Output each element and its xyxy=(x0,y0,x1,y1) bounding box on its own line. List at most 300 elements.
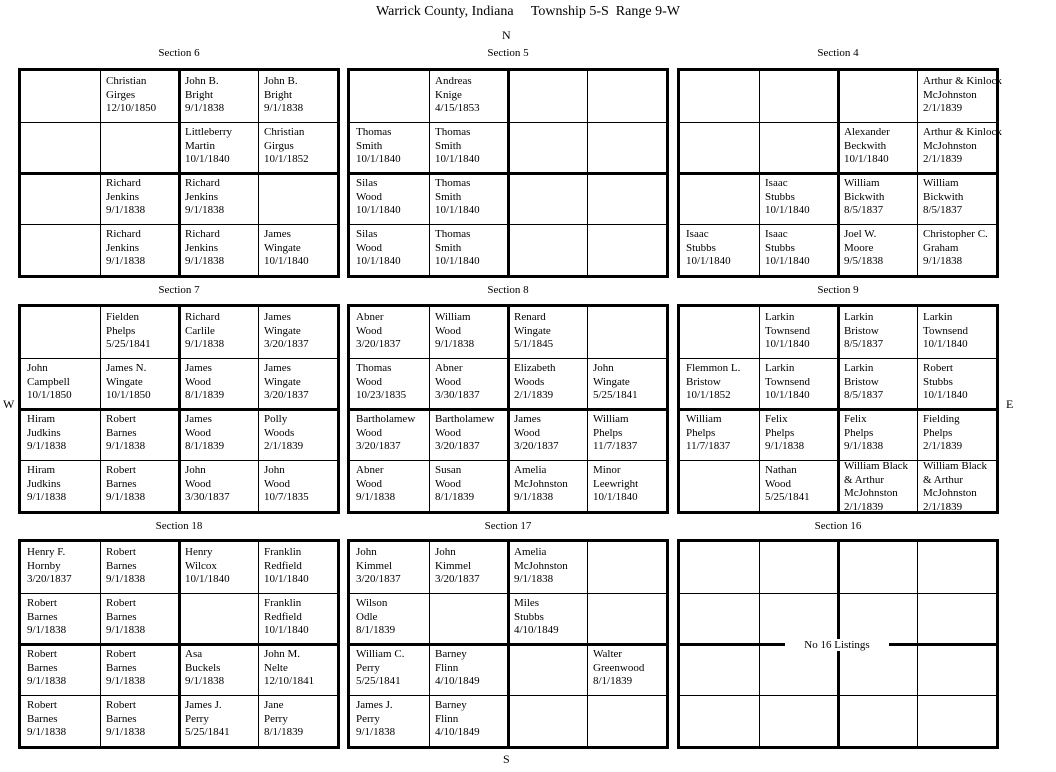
section-title: Section 17 xyxy=(484,520,532,532)
entry-name-line: Barnes xyxy=(27,712,58,725)
parcel-cell xyxy=(680,71,761,124)
land-entry xyxy=(435,177,480,218)
entry-name-line: Moore xyxy=(844,241,874,254)
land-entry xyxy=(844,177,884,218)
land-entry xyxy=(185,228,224,269)
entry-name-line: William xyxy=(593,413,629,425)
land-entry xyxy=(435,699,480,740)
entry-name-line: Robert xyxy=(923,362,953,374)
entry-name-line: James xyxy=(264,311,291,323)
entry-name-line: Barney xyxy=(435,699,467,711)
land-entry xyxy=(356,546,401,587)
parcel-cell xyxy=(759,542,840,595)
parcel-cell xyxy=(350,542,431,595)
land-entry xyxy=(185,699,230,740)
entry-date: 5/25/1841 xyxy=(356,675,401,687)
entry-date: 9/1/1838 xyxy=(27,491,67,503)
entry-date: 9/1/1838 xyxy=(923,255,963,267)
entry-name-line: Barnes xyxy=(106,712,137,725)
entry-date: 10/1/1840 xyxy=(185,573,230,585)
entry-name-line: Walter xyxy=(593,648,623,660)
parcel-cell xyxy=(21,593,102,646)
entry-date: 9/1/1838 xyxy=(514,573,554,585)
parcel-cell xyxy=(508,542,589,595)
land-entry xyxy=(356,413,415,454)
page-title: Warrick County, Indiana Township 5-S Range 9-W xyxy=(376,4,680,19)
entry-name-line: Wilcox xyxy=(185,559,217,572)
land-entry xyxy=(264,464,309,505)
parcel-cell xyxy=(258,224,339,277)
entry-name-line: Bristow xyxy=(844,375,879,388)
land-entry xyxy=(27,546,72,587)
entry-name-line: Littleberry xyxy=(185,126,233,138)
entry-name-line: Townsend xyxy=(923,324,969,337)
land-entry xyxy=(435,126,480,167)
entry-date: 9/1/1838 xyxy=(514,491,554,503)
parcel-cell xyxy=(508,122,589,175)
parcel-cell xyxy=(917,173,998,226)
entry-date: 5/25/1841 xyxy=(106,338,151,350)
parcel-cell xyxy=(917,695,998,748)
land-entry xyxy=(923,228,988,269)
entry-name-line: Felix xyxy=(765,413,788,425)
entry-name-line: Wood xyxy=(356,477,383,490)
entry-name-line: Richard xyxy=(185,177,220,189)
parcel-cell xyxy=(100,307,181,360)
land-entry xyxy=(923,362,968,403)
entry-date: 3/20/1837 xyxy=(356,338,401,350)
entry-name-line: Felix xyxy=(844,413,867,425)
land-entry xyxy=(844,228,883,269)
land-entry xyxy=(27,648,66,689)
land-entry xyxy=(106,177,145,218)
land-entry xyxy=(765,464,810,505)
entry-name-line: Arthur & Kinlock xyxy=(923,75,1002,87)
parcel-cell xyxy=(587,224,668,277)
entry-name-line: Silas xyxy=(356,228,378,240)
land-entry xyxy=(514,546,568,587)
land-entry xyxy=(923,311,968,352)
parcel-cell xyxy=(179,460,260,513)
parcel-cell xyxy=(100,593,181,646)
land-entry xyxy=(264,699,303,740)
parcel-cell xyxy=(258,409,339,462)
entry-name-line: McJohnston xyxy=(844,487,898,499)
entry-name-line: Richard xyxy=(106,177,141,189)
land-entry xyxy=(264,546,309,587)
entry-date: 9/1/1838 xyxy=(765,440,805,452)
entry-date: 9/1/1838 xyxy=(106,624,146,636)
parcel-cell xyxy=(759,224,840,277)
section-title: Section 8 xyxy=(487,284,529,296)
section-grid xyxy=(18,304,340,514)
entry-name-line: Barnes xyxy=(106,610,137,623)
entry-name-line: James J. xyxy=(356,699,393,711)
entry-date: 9/1/1838 xyxy=(435,338,475,350)
land-entry xyxy=(844,126,890,167)
parcel-cell xyxy=(759,409,840,462)
entry-name-line: Henry F. xyxy=(27,546,66,558)
entry-date: 2/1/1839 xyxy=(264,440,304,452)
entry-name-line: & Arthur xyxy=(844,473,885,486)
land-entry xyxy=(356,126,401,167)
entry-name-line: Redfield xyxy=(264,610,302,623)
entry-name-line: James xyxy=(185,362,212,374)
entry-name-line: Robert xyxy=(106,648,136,660)
land-entry xyxy=(923,177,963,218)
entry-name-line: Phelps xyxy=(106,324,136,337)
entry-date: 9/1/1838 xyxy=(185,338,225,350)
entry-name-line: Beckwith xyxy=(844,139,887,152)
land-entry xyxy=(264,597,309,638)
entry-date: 9/1/1838 xyxy=(185,204,225,216)
entry-date: 11/7/1837 xyxy=(593,440,638,452)
parcel-cell xyxy=(680,409,761,462)
entry-date: 3/20/1837 xyxy=(356,440,401,452)
land-entry xyxy=(844,362,883,403)
entry-date: 9/1/1838 xyxy=(106,675,146,687)
entry-name-line: Wood xyxy=(435,477,462,490)
parcel-cell xyxy=(680,173,761,226)
parcel-cell xyxy=(759,593,840,646)
entry-name-line: Bickwith xyxy=(923,190,964,203)
parcel-cell xyxy=(587,593,668,646)
entry-name-line: Stubbs xyxy=(765,190,795,203)
entry-name-line: Renard xyxy=(514,311,546,323)
parcel-cell xyxy=(587,307,668,360)
land-entry xyxy=(356,311,401,352)
entry-name-line: Bristow xyxy=(686,375,721,388)
entry-name-line: Christian xyxy=(264,126,305,138)
entry-date: 9/1/1838 xyxy=(264,102,304,114)
land-entry xyxy=(923,75,1002,116)
entry-name-line: Wingate xyxy=(264,324,301,337)
entry-name-line: Thomas xyxy=(435,126,471,138)
parcel-cell xyxy=(21,695,102,748)
land-entry xyxy=(514,311,553,352)
entry-name-line: Joel W. xyxy=(844,228,877,240)
entry-date: 9/1/1838 xyxy=(844,440,884,452)
entry-name-line: Robert xyxy=(106,597,136,609)
entry-name-line: Buckels xyxy=(185,661,221,674)
entry-name-line: John xyxy=(593,362,614,374)
entry-date: 8/1/1839 xyxy=(264,726,304,738)
entry-name-line: Robert xyxy=(27,699,57,711)
land-entry xyxy=(264,362,309,403)
parcel-cell xyxy=(917,460,998,513)
entry-date: 9/1/1838 xyxy=(27,675,67,687)
land-entry xyxy=(185,362,224,403)
entry-name-line: Hiram xyxy=(27,464,56,476)
land-entry xyxy=(356,699,395,740)
entry-name-line: Robert xyxy=(106,546,136,558)
entry-name-line: Thomas xyxy=(435,228,471,240)
parcel-cell xyxy=(508,593,589,646)
entry-name-line: Thomas xyxy=(435,177,471,189)
entry-name-line: Nathan xyxy=(765,464,797,476)
entry-name-line: Hiram xyxy=(27,413,56,425)
entry-date: 8/5/1837 xyxy=(923,204,963,216)
entry-date: 9/1/1838 xyxy=(106,726,146,738)
parcel-cell xyxy=(429,224,510,277)
entry-name-line: Wilson xyxy=(356,597,388,609)
land-entry xyxy=(435,648,480,689)
entry-name-line: William xyxy=(435,311,471,323)
parcel-cell xyxy=(508,71,589,124)
parcel-cell xyxy=(587,122,668,175)
section-title: Section 5 xyxy=(487,47,529,59)
entry-name-line: Silas xyxy=(356,177,378,189)
land-entry xyxy=(435,362,480,403)
parcel-cell xyxy=(350,173,431,226)
entry-name-line: Kimmel xyxy=(356,559,393,572)
entry-date: 4/10/1849 xyxy=(435,726,480,738)
entry-name-line: James xyxy=(264,228,291,240)
parcel-cell xyxy=(100,460,181,513)
parcel-cell xyxy=(587,71,668,124)
parcel-cell xyxy=(258,71,339,124)
parcel-cell xyxy=(917,542,998,595)
parcel-cell xyxy=(258,460,339,513)
parcel-cell xyxy=(680,224,761,277)
entry-name-line: Leewright xyxy=(593,477,639,490)
entry-name-line: McJohnston xyxy=(923,487,977,499)
entry-name-line: Phelps xyxy=(593,426,623,439)
entry-name-line: Larkin xyxy=(844,311,874,323)
section-title: Section 18 xyxy=(155,520,203,532)
entry-name-line: Barnes xyxy=(27,610,58,623)
entry-name-line: Elizabeth xyxy=(514,362,556,374)
parcel-cell xyxy=(838,460,919,513)
parcel-cell xyxy=(21,173,102,226)
entry-date: 8/5/1837 xyxy=(844,204,884,216)
entry-date: 9/1/1838 xyxy=(27,726,67,738)
entry-name-line: Isaac xyxy=(765,177,788,189)
land-entry xyxy=(765,413,804,454)
entry-name-line: Wingate xyxy=(514,324,551,337)
parcel-cell xyxy=(350,460,431,513)
entry-date: 10/1/1840 xyxy=(435,153,480,165)
entry-name-line: Stubbs xyxy=(686,241,716,254)
parcel-cell xyxy=(179,593,260,646)
parcel-cell xyxy=(917,122,1002,175)
entry-date: 10/1/1840 xyxy=(264,624,309,636)
entry-name-line: Townsend xyxy=(765,324,811,337)
parcel-cell xyxy=(429,173,510,226)
entry-date: 10/1/1840 xyxy=(844,153,889,165)
entry-name-line: Woods xyxy=(264,426,295,439)
entry-name-line: & Arthur xyxy=(923,473,964,486)
parcel-cell xyxy=(759,695,840,748)
land-entry xyxy=(765,177,810,218)
entry-date: 10/1/1840 xyxy=(356,255,401,267)
entry-name-line: Wood xyxy=(435,375,462,388)
entry-name-line: Smith xyxy=(435,190,462,203)
entry-name-line: Susan xyxy=(435,464,462,476)
entry-date: 9/1/1838 xyxy=(106,440,146,452)
entry-name-line: Perry xyxy=(356,661,380,674)
entry-date: 2/1/1839 xyxy=(923,153,963,165)
parcel-cell xyxy=(838,695,919,748)
entry-date: 3/20/1837 xyxy=(264,389,309,401)
land-entry xyxy=(514,413,559,454)
entry-name-line: Thomas xyxy=(356,126,392,138)
entry-date: 10/1/1840 xyxy=(356,153,401,165)
entry-date: 10/1/1840 xyxy=(264,255,309,267)
parcel-cell xyxy=(838,122,919,175)
parcel-cell xyxy=(100,542,181,595)
entry-date: 10/1/1840 xyxy=(435,204,480,216)
land-entry xyxy=(435,311,474,352)
entry-date: 10/1/1850 xyxy=(27,389,72,401)
parcel-cell xyxy=(21,224,102,277)
entry-date: 10/1/1852 xyxy=(264,153,309,165)
entry-name-line: William C. xyxy=(356,648,405,660)
parcel-cell xyxy=(21,542,102,595)
entry-date: 9/1/1838 xyxy=(185,255,225,267)
parcel-cell xyxy=(508,460,589,513)
land-entry xyxy=(106,464,145,505)
parcel-cell xyxy=(917,644,998,697)
entry-name-line: William xyxy=(923,177,959,189)
land-entry xyxy=(356,228,401,269)
entry-name-line: Perry xyxy=(185,712,209,725)
entry-name-line: Christopher C. xyxy=(923,228,988,240)
entry-name-line: Graham xyxy=(923,241,959,254)
entry-name-line: Judkins xyxy=(27,477,61,490)
entry-date: 9/1/1838 xyxy=(27,440,67,452)
entry-name-line: Flinn xyxy=(435,712,459,725)
parcel-cell xyxy=(508,644,589,697)
entry-name-line: Flinn xyxy=(435,661,459,674)
parcel-cell xyxy=(917,358,998,411)
entry-name-line: James J. xyxy=(185,699,222,711)
entry-name-line: Wood xyxy=(185,426,212,439)
entry-name-line: John xyxy=(435,546,456,558)
parcel-cell xyxy=(429,593,510,646)
parcel-cell xyxy=(258,307,339,360)
land-entry xyxy=(765,228,810,269)
parcel-cell xyxy=(508,695,589,748)
entry-name-line: Barnes xyxy=(27,661,58,674)
land-entry xyxy=(264,648,314,689)
land-entry xyxy=(106,311,151,352)
entry-date: 2/1/1839 xyxy=(923,500,963,513)
entry-name-line: Amelia xyxy=(514,546,547,558)
entry-date: 10/1/1840 xyxy=(765,204,810,216)
entry-name-line: Bartholamew xyxy=(356,413,416,425)
entry-name-line: Amelia xyxy=(514,464,547,476)
entry-date: 2/1/1839 xyxy=(514,389,554,401)
parcel-cell xyxy=(759,358,840,411)
entry-name-line: Phelps xyxy=(844,426,874,439)
land-entry xyxy=(686,228,731,269)
parcel-cell xyxy=(508,409,589,462)
entry-name-line: Wood xyxy=(356,426,383,439)
entry-name-line: Jane xyxy=(264,699,284,711)
parcel-cell xyxy=(350,593,431,646)
entry-name-line: Greenwood xyxy=(593,661,645,674)
parcel-cell xyxy=(680,307,761,360)
entry-name-line: Smith xyxy=(435,139,462,152)
parcel-cell xyxy=(21,409,102,462)
entry-date: 9/1/1838 xyxy=(106,573,146,585)
entry-date: 10/1/1840 xyxy=(356,204,401,216)
entry-name-line: Richard xyxy=(185,311,220,323)
entry-name-line: Wood xyxy=(356,324,383,337)
entry-name-line: Campbell xyxy=(27,375,70,388)
land-entry xyxy=(106,597,145,638)
entry-name-line: Minor xyxy=(593,464,621,476)
entry-name-line: Barney xyxy=(435,648,467,660)
land-entry xyxy=(185,464,230,505)
entry-name-line: Polly xyxy=(264,413,288,425)
parcel-cell xyxy=(759,460,840,513)
entry-name-line: Barnes xyxy=(106,477,137,490)
section-title: Section 7 xyxy=(158,284,200,296)
parcel-cell xyxy=(100,173,181,226)
land-entry xyxy=(923,126,1002,167)
parcel-cell xyxy=(179,173,260,226)
parcel-cell xyxy=(587,542,668,595)
entry-date: 8/1/1839 xyxy=(185,440,225,452)
entry-name-line: Wood xyxy=(185,375,212,388)
entry-date: 5/25/1841 xyxy=(765,491,810,503)
entry-date: 3/30/1837 xyxy=(435,389,480,401)
parcel-cell xyxy=(350,71,431,124)
parcel-cell xyxy=(350,307,431,360)
entry-date: 10/1/1840 xyxy=(435,255,480,267)
entry-name-line: Abner xyxy=(356,464,384,476)
parcel-cell xyxy=(838,593,919,646)
land-entry xyxy=(106,75,156,116)
parcel-cell xyxy=(917,409,998,462)
entry-name-line: William xyxy=(686,413,722,425)
entry-name-line: James N. xyxy=(106,362,147,374)
parcel-cell xyxy=(917,71,1002,124)
entry-name-line: Stubbs xyxy=(765,241,795,254)
parcel-cell xyxy=(350,224,431,277)
entry-date: 3/20/1837 xyxy=(356,573,401,585)
entry-date: 12/10/1841 xyxy=(264,675,315,687)
entry-date: 10/1/1840 xyxy=(765,255,810,267)
entry-name-line: Isaac xyxy=(686,228,709,240)
entry-date: 10/1/1840 xyxy=(923,338,968,350)
entry-name-line: Perry xyxy=(264,712,288,725)
parcel-cell xyxy=(179,695,260,748)
land-entry xyxy=(264,75,303,116)
entry-date: 3/20/1837 xyxy=(27,573,72,585)
land-entry xyxy=(593,362,638,403)
entry-name-line: Perry xyxy=(356,712,380,725)
land-entry xyxy=(593,413,637,454)
entry-name-line: Odle xyxy=(356,610,378,623)
entry-date: 9/1/1838 xyxy=(106,204,146,216)
entry-name-line: William xyxy=(844,177,880,189)
land-entry xyxy=(106,362,151,403)
land-entry xyxy=(514,597,559,638)
section-grid xyxy=(347,304,669,514)
section-grid xyxy=(347,68,669,278)
parcel-cell xyxy=(680,460,761,513)
entry-name-line: Thomas xyxy=(356,362,392,374)
section-grid xyxy=(18,539,340,749)
entry-date: 9/5/1838 xyxy=(844,255,884,267)
parcel-cell xyxy=(179,409,260,462)
parcel-cell xyxy=(680,593,761,646)
parcel-cell xyxy=(587,644,668,697)
section-title: Section 16 xyxy=(814,520,862,532)
